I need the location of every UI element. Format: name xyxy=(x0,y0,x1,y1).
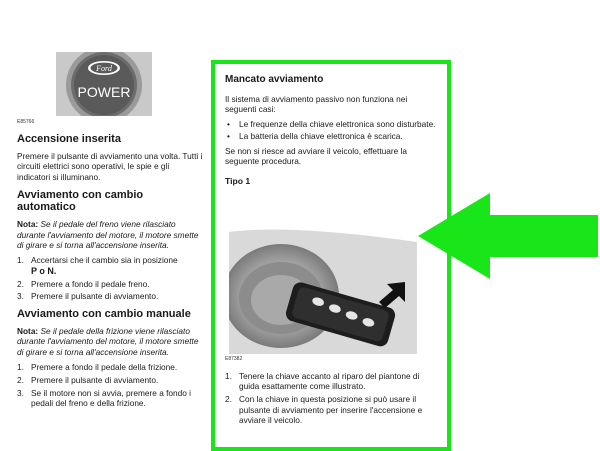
automatic-steps xyxy=(17,255,203,301)
panel-steps xyxy=(225,371,425,428)
list-item: 2. Con la chiave in questa posizione si può usare il pulsante di avviamento per inserire l'accensione e avviare il veicolo. xyxy=(225,394,423,426)
list-item: 2. Premere a fondo il pedale freno. xyxy=(17,278,150,289)
left-column xyxy=(17,133,203,411)
list-item: 1. Premere a fondo il pedale della frizione. xyxy=(17,362,178,373)
logo-label: POWER xyxy=(77,84,131,100)
list-item: 3. Se il motore non si avvia, premere a fondo i pedali del freno e della frizione. xyxy=(17,387,192,409)
panel-bullets xyxy=(225,119,437,142)
heading-manual: Avviamento con cambio manuale xyxy=(17,307,191,320)
heading-ignition: Accensione inserita xyxy=(17,133,121,145)
left-image-code: E85766 xyxy=(17,119,35,125)
green-arrow-icon xyxy=(418,193,598,279)
list-item: 1. Accertarsi che il cambio sia in posizione P o N. xyxy=(17,255,178,276)
manual-note xyxy=(17,326,203,357)
panel-title: Mancato avviamento xyxy=(225,74,324,85)
list-item: 1. Tenere la chiave accanto al riparo del piantone di guida esattamente come illustrato. xyxy=(225,371,420,392)
panel-intro: Il sistema di avviamento passivo non funziona nei seguenti casi: xyxy=(225,94,408,115)
panel-image-code: E87382 xyxy=(225,356,243,362)
note-label: Nota: xyxy=(17,325,39,336)
heading-automatic-line1: Avviamento con cambio xyxy=(17,189,144,202)
ford-power-logo-icon xyxy=(56,52,152,116)
list-item: 3. Premere il pulsante di avviamento. xyxy=(17,291,159,302)
highlight-panel xyxy=(211,60,451,451)
note-text: Se il pedale del freno viene rilasciato durante l'avviamento del motore, il motore smette di girare e si torna all'accensione inserita. xyxy=(17,219,199,251)
automatic-note xyxy=(17,219,203,250)
list-item: 2. Premere il pulsante di avviamento. xyxy=(17,374,159,385)
manual-steps xyxy=(17,362,203,408)
gear-positions: P o N. xyxy=(31,265,57,276)
type-label: Tipo 1 xyxy=(225,176,251,187)
logo-brand: Ford xyxy=(96,64,112,73)
heading-automatic-line2: automatico xyxy=(17,201,76,214)
note-label: Nota: xyxy=(17,219,39,230)
list-item: • La batteria della chiave elettronica è scarica. xyxy=(227,131,403,142)
key-fob-illustration xyxy=(229,224,417,354)
panel-if-not: Se non si riesce ad avviare il veicolo, effettuare la seguente procedura. xyxy=(225,145,408,167)
note-text: Se il pedale della frizione viene rilasciato durante l'avviamento del motore, il motore smette di girare e si torna all'accensione inserita. xyxy=(17,325,199,357)
ignition-body: Premere il pulsante di avviamento una volta. Tutti i circuiti elettrici sono operativi, le spie e gli indicatori si illuminano. xyxy=(17,151,203,182)
list-item: • Le frequenze della chiave elettronica sono disturbate. xyxy=(227,118,436,129)
